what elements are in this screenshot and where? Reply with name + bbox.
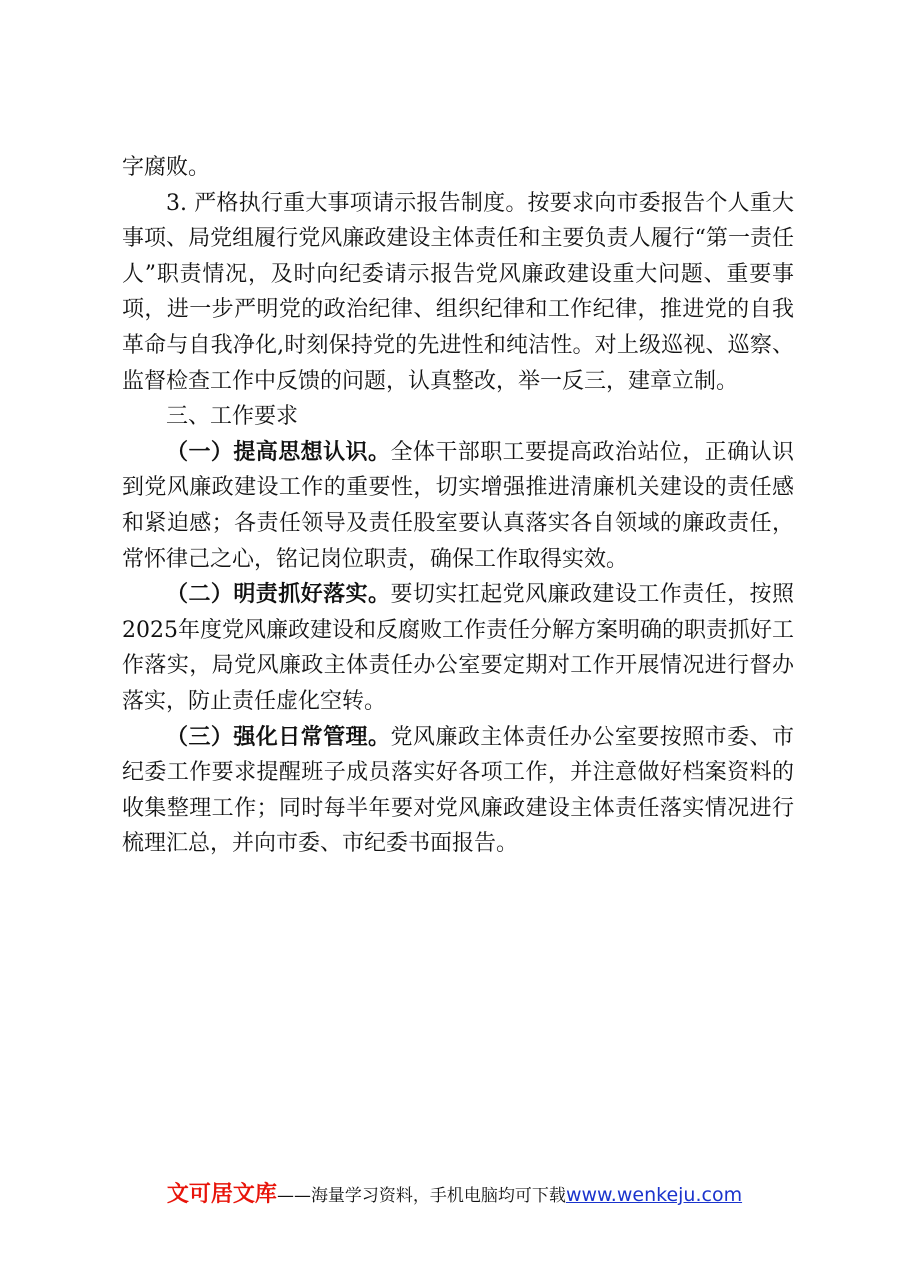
- requirement-item-2-lead: （二）明责抓好落实。: [166, 582, 391, 608]
- requirement-item-1-text: 全体干部职工要提高政治站位，正确认识到党风廉政建设工作的重要性，切实增强推进清廉机关建设的责任感和紧迫感；各责任领导及责任股室要认真落实各自领域的廉政责任，常怀律己之心，铭记岗位职责，确保工作取得实效。: [122, 439, 794, 572]
- paragraph-item-3: 3. 严格执行重大事项请示报告制度。按要求向市委报告个人重大事项、局党组履行党风廉政建设主体责任和主要负责人履行“第一责任人”职责情况，及时向纪委请示报告党风廉政建设重大问题、重要事项，进一步严明党的政治纪律、组织纪律和工作纪律，推进党的自我革命与自我净化,时刻保持党的先进性和纯洁性。对上级巡视、巡察、监督检查工作中反馈的问题，认真整改，举一反三，建章立制。: [122, 190, 794, 394]
- footer-slogan: ——海量学习资料，手机电脑均可下载: [276, 1186, 566, 1206]
- footer-watermark: [0, 1180, 909, 1211]
- requirement-item-1-lead: （一）提高思想认识。: [166, 439, 391, 465]
- document-body: [122, 150, 794, 862]
- footer-brand: 文可居文库: [166, 1182, 277, 1207]
- requirement-item-3-text: 党风廉政主体责任办公室要按照市委、市纪委工作要求提醒班子成员落实好各项工作，并注意做好档案资料的收集整理工作；同时每半年要对党风廉政建设主体责任落实情况进行梳理汇总，并向市委、市纪委书面报告。: [122, 724, 794, 857]
- requirement-item-3-lead: （三）强化日常管理。: [166, 724, 391, 750]
- section-heading: 三、工作要求: [166, 404, 299, 430]
- requirement-item-2: [122, 577, 794, 719]
- requirement-item-2-text: 要切实扛起党风廉政建设工作责任，按照2025年度党风廉政建设和反腐败工作责任分解方案明确的职责抓好工作落实，局党风廉政主体责任办公室要定期对工作开展情况进行督办落实，防止责任虚化空转。: [122, 582, 794, 714]
- footer-website-link[interactable]: www.wenkeju.com: [565, 1184, 743, 1206]
- paragraph-continuation: 字腐败。: [122, 155, 211, 180]
- requirement-item-1: [122, 435, 794, 577]
- requirement-item-3: [122, 720, 794, 862]
